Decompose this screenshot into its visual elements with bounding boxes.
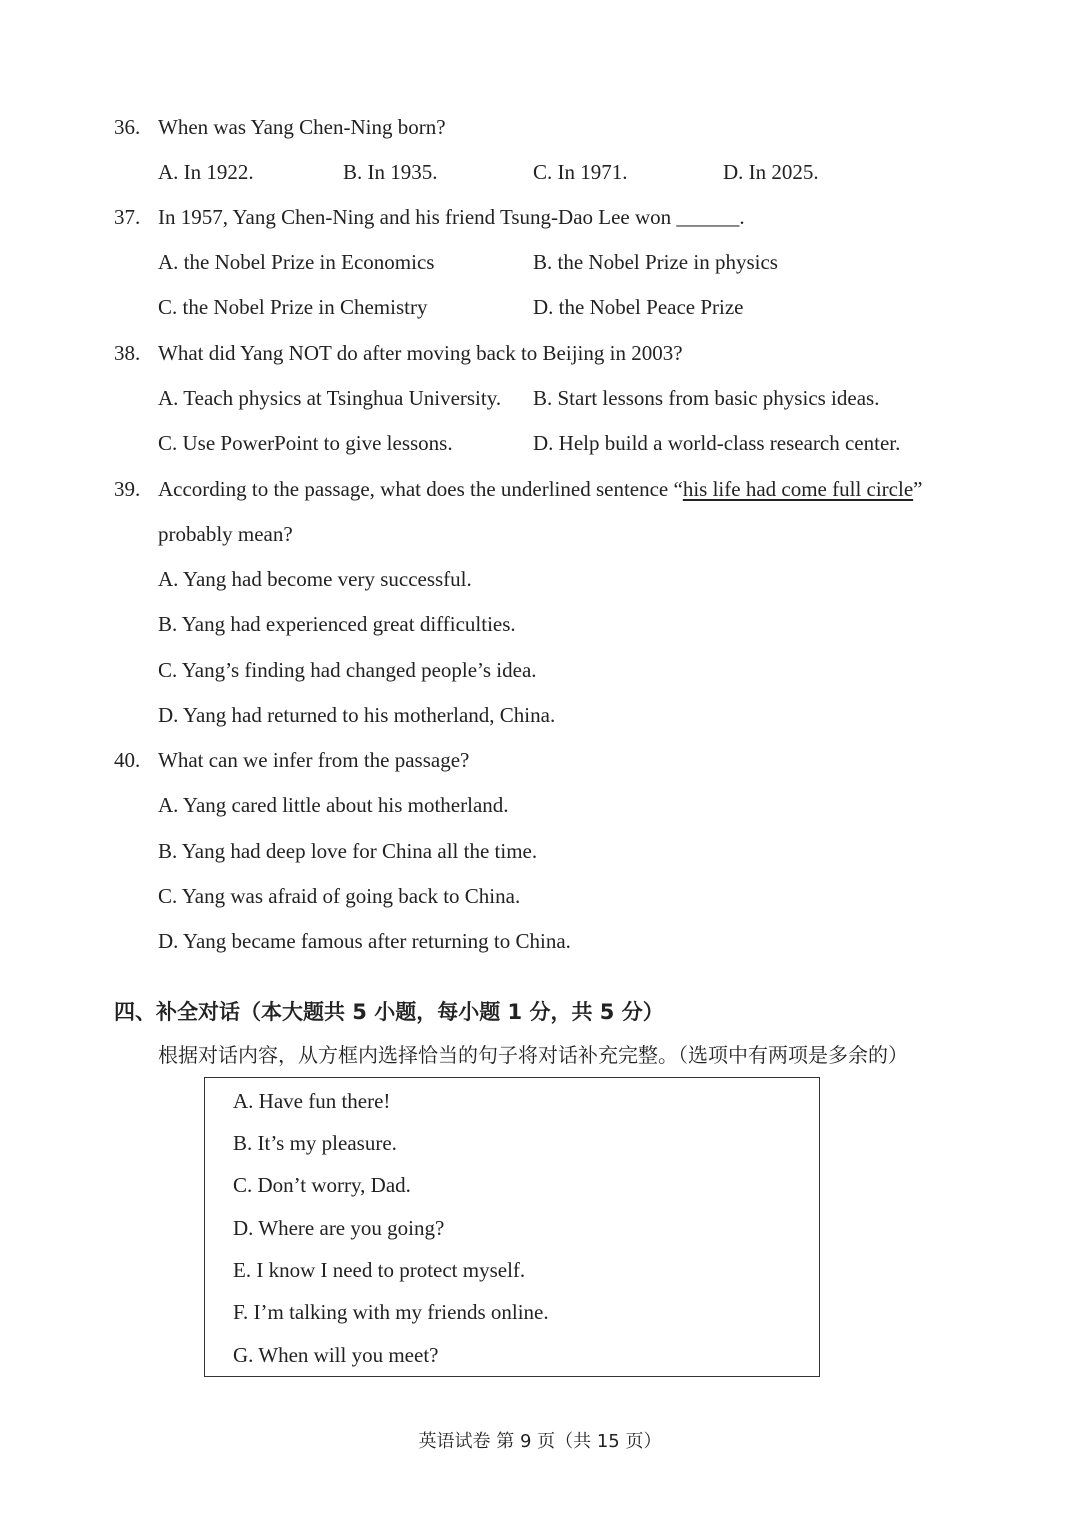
question-stem: What can we infer from the passage? bbox=[158, 748, 470, 772]
options-box bbox=[204, 1077, 820, 1377]
question-stem-continued: probably mean? bbox=[158, 522, 293, 546]
option-a: A. Teach physics at Tsinghua University. bbox=[158, 386, 502, 410]
option-d: D. Yang became famous after returning to China. bbox=[158, 929, 571, 953]
option-c: C. Yang’s finding had changed people’s idea. bbox=[158, 658, 537, 682]
box-option-a: A. Have fun there! bbox=[233, 1089, 391, 1113]
option-d: D. Yang had returned to his motherland, China. bbox=[158, 703, 556, 727]
box-option-c: C. Don’t worry, Dad. bbox=[233, 1173, 411, 1197]
question-stem bbox=[158, 479, 922, 500]
question-number: 40. bbox=[114, 748, 141, 772]
question-number: 37. bbox=[114, 205, 141, 229]
section-instruction: 根据对话内容，从方框内选择恰当的句子将对话补充完整。（选项中有两项是多余的） bbox=[158, 1043, 908, 1067]
box-option-e: E. I know I need to protect myself. bbox=[233, 1258, 526, 1282]
question-number: 38. bbox=[114, 341, 141, 365]
page-footer: 英语试卷 第 9 页（共 15 页） bbox=[418, 1431, 662, 1452]
option-a: A. Yang cared little about his motherland. bbox=[158, 793, 509, 817]
underlined-sentence: his life had come full circle bbox=[682, 477, 914, 501]
box-option-b: B. It’s my pleasure. bbox=[233, 1131, 397, 1155]
stem-text: ” bbox=[913, 477, 923, 501]
question-stem: What did Yang NOT do after moving back to Beijing in 2003? bbox=[158, 341, 683, 365]
option-b: B. Yang had deep love for China all the time. bbox=[158, 839, 538, 863]
box-option-f: F. I’m talking with my friends online. bbox=[233, 1300, 549, 1324]
option-c: C. In 1971. bbox=[533, 160, 628, 184]
box-option-d: D. Where are you going? bbox=[233, 1216, 445, 1240]
option-b: B. In 1935. bbox=[343, 160, 438, 184]
option-d: D. the Nobel Peace Prize bbox=[533, 295, 744, 319]
option-b: B. Start lessons from basic physics ideas. bbox=[533, 386, 880, 410]
box-option-g: G. When will you meet? bbox=[233, 1343, 439, 1367]
option-d: D. Help build a world-class research center. bbox=[533, 431, 901, 455]
stem-text: According to the passage, what does the underlined sentence “ bbox=[158, 477, 683, 501]
option-a: A. the Nobel Prize in Economics bbox=[158, 250, 435, 274]
option-b: B. Yang had experienced great difficulties. bbox=[158, 612, 516, 636]
option-a: A. Yang had become very successful. bbox=[158, 567, 472, 591]
question-stem: In 1957, Yang Chen-Ning and his friend Tsung-Dao Lee won ______. bbox=[158, 205, 745, 229]
question-stem: When was Yang Chen-Ning born? bbox=[158, 115, 446, 139]
option-a: A. In 1922. bbox=[158, 160, 254, 184]
option-c: C. Yang was afraid of going back to China. bbox=[158, 884, 521, 908]
question-number: 36. bbox=[114, 115, 141, 139]
option-c: C. Use PowerPoint to give lessons. bbox=[158, 431, 453, 455]
option-c: C. the Nobel Prize in Chemistry bbox=[158, 295, 428, 319]
option-b: B. the Nobel Prize in physics bbox=[533, 250, 778, 274]
option-d: D. In 2025. bbox=[723, 160, 819, 184]
question-number: 39. bbox=[114, 477, 141, 501]
section-title: 四、补全对话（本大题共 5 小题，每小题 1 分，共 5 分） bbox=[114, 1000, 664, 1024]
